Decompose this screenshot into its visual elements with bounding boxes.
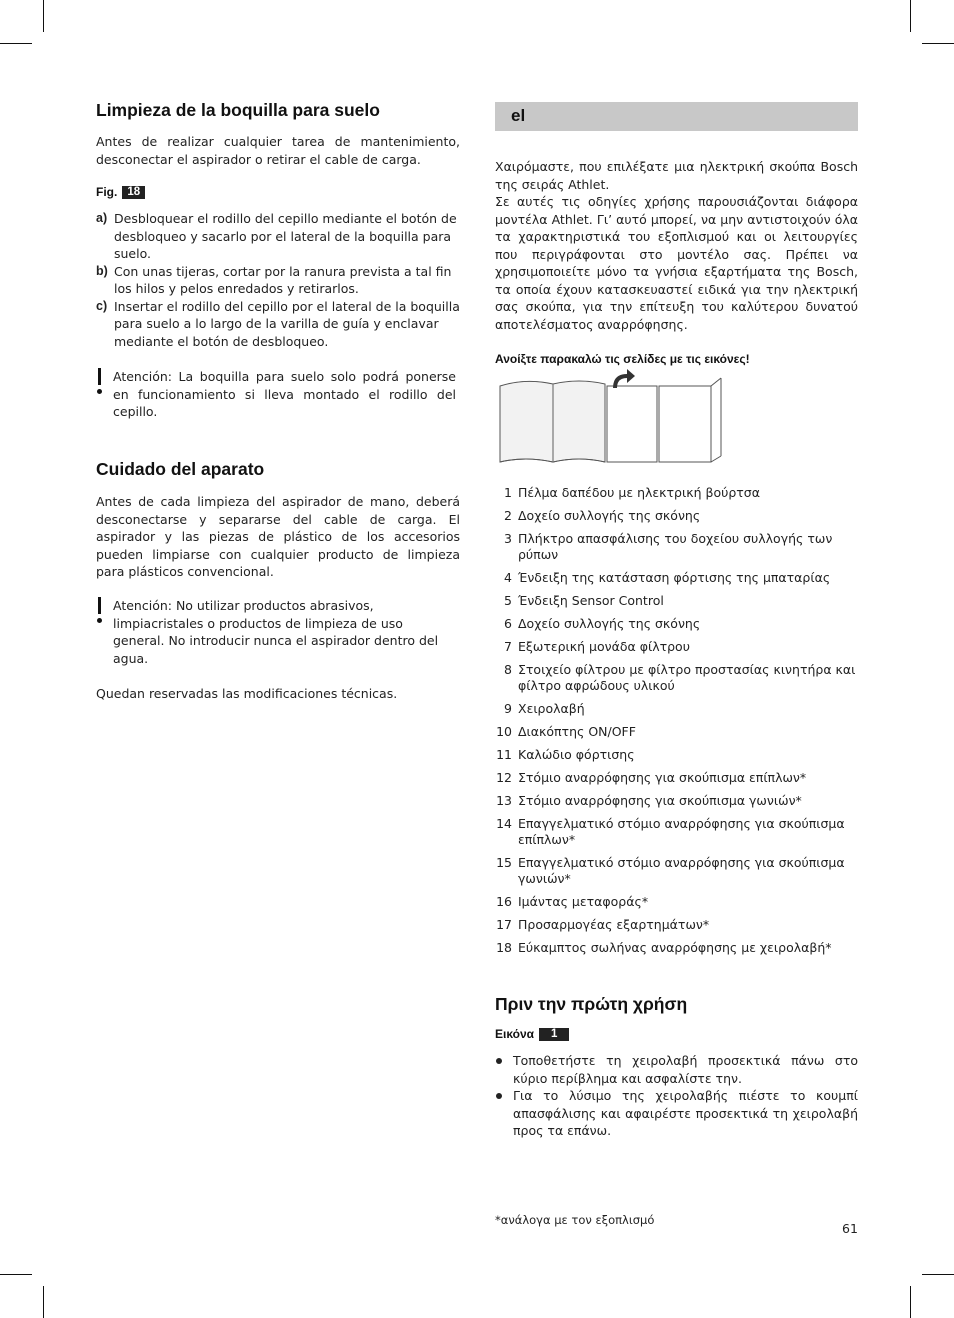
item-number: 12 <box>496 770 512 785</box>
section-title-before-first-use: Πριν την πρώτη χρήση <box>495 994 688 1014</box>
list-item <box>495 816 858 848</box>
list-item <box>495 701 858 717</box>
page-number: 61 <box>842 1221 858 1236</box>
item-text: Προσαρμογέας εξαρτημάτων* <box>518 917 710 932</box>
item-text: Επαγγελματικό στόμιο αναρρόφησης για σκούπισμα γωνιών* <box>518 855 845 886</box>
bullet-icon <box>496 1058 502 1064</box>
figure-reference <box>96 185 145 199</box>
greek-intro: Χαιρόμαστε, που επιλέξατε μια ηλεκτρική σκούπα Bosch της σειράς Athlet. Σε αυτές τις οδηγίες χρήσης παρουσιάζονται διάφορα μοντέλα Athlet. Γι’ αυτό μπορεί, να μην αντιστοιχούν όλα τα χαρακτηριστικά του εξοπλισμού και οι λειτουργίες που περιγράφονται στο μοντέλο σας. Πρέπει να χρησιμοποιείτε μόνο τα γνήσια εξαρτήματα της Bosch, τα οποία έχουν κατασκευαστεί ειδικά για την ηλεκτρική σας σκούπα, για την επίτευξη του καλύτερου δυνατού αποτελέσματος αναρρόφησης. <box>495 159 858 332</box>
list-item <box>495 531 858 563</box>
item-text: Ένδειξη της κατάσταση φόρτισης της μπαταρίας <box>518 570 831 585</box>
crop-mark <box>922 43 954 44</box>
bullet-text: Τοποθετήστε τη χειρολαβή προσεκτικά πάνω στο κύριο περίβλημα και ασφαλίστε την. <box>513 1053 858 1086</box>
item-number: 4 <box>504 570 512 585</box>
parts-list <box>495 485 858 963</box>
steps-list <box>96 210 460 350</box>
item-number: 5 <box>504 593 512 608</box>
list-item <box>495 724 858 740</box>
item-number: 13 <box>496 793 512 808</box>
warning-note <box>96 368 460 422</box>
technical-modifications-note: Quedan reservadas las modificaciones técnicas. <box>96 686 398 701</box>
section-title-care: Cuidado del aparato <box>96 459 265 479</box>
language-code: el <box>511 106 526 125</box>
item-text: Καλώδιο φόρτισης <box>518 747 635 762</box>
step-text: Con unas tijeras, cortar por la ranura prevista a tal fin los hilos y pelos enredados y retirarlos. <box>114 263 452 296</box>
crop-mark <box>922 1274 954 1275</box>
list-item <box>495 508 858 524</box>
list-item <box>495 940 858 956</box>
list-item <box>495 1087 858 1140</box>
item-text: Στόμιο αναρρόφησης για σκούπισμα επίπλων* <box>518 770 807 785</box>
item-text: Χειρολαβή <box>518 701 585 716</box>
crop-mark <box>43 1286 44 1318</box>
bullet-list <box>495 1052 858 1140</box>
step-key: c) <box>96 298 108 313</box>
step-text: Desbloquear el rodillo del cepillo mediante el botón de desbloqueo y sacarlo por el lateral de la boquilla para suelo. <box>114 211 457 261</box>
item-text: Στόμιο αναρρόφησης για σκούπισμα γωνιών* <box>518 793 802 808</box>
item-text: Εύκαμπτος σωλήνας αναρρόφησης με χειρολαβή* <box>518 940 832 955</box>
step-item <box>96 298 460 351</box>
warning-text: Atención: No utilizar productos abrasivos, limpiacristales o productos de limpieza de uso general. No introducir nunca el aspirador dentro del agua. <box>113 598 439 666</box>
item-number: 11 <box>496 747 512 762</box>
list-item <box>495 616 858 632</box>
item-text: Δοχείο συλλογής της σκόνης <box>518 508 701 523</box>
list-item <box>495 793 858 809</box>
figure-reference <box>495 1027 569 1041</box>
step-item <box>96 210 460 263</box>
list-item <box>495 485 858 501</box>
list-item <box>495 747 858 763</box>
item-number: 16 <box>496 894 512 909</box>
item-text: Επαγγελματικό στόμιο αναρρόφησης για σκούπισμα επίπλων* <box>518 816 845 847</box>
list-item <box>495 894 858 910</box>
exclamation-icon <box>96 597 106 627</box>
item-number: 3 <box>504 531 512 546</box>
item-number: 8 <box>504 662 512 677</box>
figure-number-badge: 1 <box>539 1028 569 1041</box>
figure-label: Εικόνα <box>495 1027 535 1041</box>
item-number: 7 <box>504 639 512 654</box>
list-item <box>495 639 858 655</box>
open-pages-instruction: Ανοίξτε παρακαλώ τις σελίδες με τις εικόνες! <box>495 352 750 366</box>
floor-nozzle-intro: Antes de realizar cualquier tarea de mantenimiento, desconectar el aspirador o retirar el cable de carga. <box>96 134 460 167</box>
item-text: Πέλμα δαπέδου με ηλεκτρική βούρτσα <box>518 485 760 500</box>
footnote: *ανάλογα με τον εξοπλισμό <box>495 1213 655 1227</box>
list-item <box>495 570 858 586</box>
fold-out-pages-illustration <box>495 368 755 466</box>
item-text: Εξωτερική μονάδα φίλτρου <box>518 639 690 654</box>
warning-note <box>96 597 460 666</box>
item-text: Ένδειξη Sensor Control <box>518 593 664 608</box>
item-number: 14 <box>496 816 512 831</box>
item-text: Στοιχείο φίλτρου με φίλτρο προστασίας κινητήρα και φίλτρο αφρώδους υλικού <box>518 662 856 693</box>
crop-mark <box>43 0 44 32</box>
crop-mark <box>910 0 911 32</box>
item-number: 15 <box>496 855 512 870</box>
crop-mark <box>0 43 32 44</box>
exclamation-icon <box>96 368 106 398</box>
crop-mark <box>0 1274 32 1275</box>
step-text: Insertar el rodillo del cepillo por el lateral de la boquilla para suelo a lo largo de la varilla de guía y enclavar mediante el botón de desbloqueo. <box>114 298 460 349</box>
warning-text: Atención: La boquilla para suelo solo podrá ponerse en funcionamiento si lleva montado el rodillo del cepillo. <box>113 369 456 419</box>
list-item <box>495 770 858 786</box>
step-item <box>96 263 460 298</box>
step-key: a) <box>96 211 108 225</box>
language-header-bar <box>495 102 858 131</box>
list-item <box>495 917 858 933</box>
item-text: Ιμάντας μεταφοράς* <box>518 894 649 909</box>
list-item <box>495 1052 858 1087</box>
step-key: b) <box>96 263 108 278</box>
bullet-text: Για το λύσιμο της χειρολαβής πιέστε το κουμπί απασφάλισης και αφαιρέστε προσεκτικά τη χειρολαβή προς τα επάνω. <box>513 1088 858 1138</box>
item-number: 10 <box>496 724 512 739</box>
item-text: Διακόπτης ON/OFF <box>518 724 636 739</box>
item-number: 17 <box>496 917 512 932</box>
figure-number-badge: 18 <box>122 186 145 199</box>
crop-mark <box>910 1286 911 1318</box>
item-number: 1 <box>504 485 512 500</box>
item-number: 9 <box>504 701 512 716</box>
item-number: 6 <box>504 616 512 631</box>
item-number: 2 <box>504 508 512 523</box>
item-number: 18 <box>496 940 512 955</box>
item-text: Πλήκτρο απασφάλισης του δοχείου συλλογής των ρύπων <box>518 531 833 562</box>
care-intro: Antes de cada limpieza del aspirador de mano, deberá desconectarse y separarse del cable de carga. El aspirador y las piezas de plástico de los accesorios pueden limpiarse con cualquier producto de limpieza para plásticos convencional. <box>96 494 460 579</box>
figure-label: Fig. <box>96 185 118 199</box>
item-text: Δοχείο συλλογής της σκόνης <box>518 616 701 631</box>
list-item <box>495 662 858 694</box>
section-title-floor-nozzle: Limpieza de la boquilla para suelo <box>96 100 380 120</box>
bullet-icon <box>496 1093 502 1099</box>
list-item <box>495 855 858 887</box>
list-item <box>495 593 858 609</box>
